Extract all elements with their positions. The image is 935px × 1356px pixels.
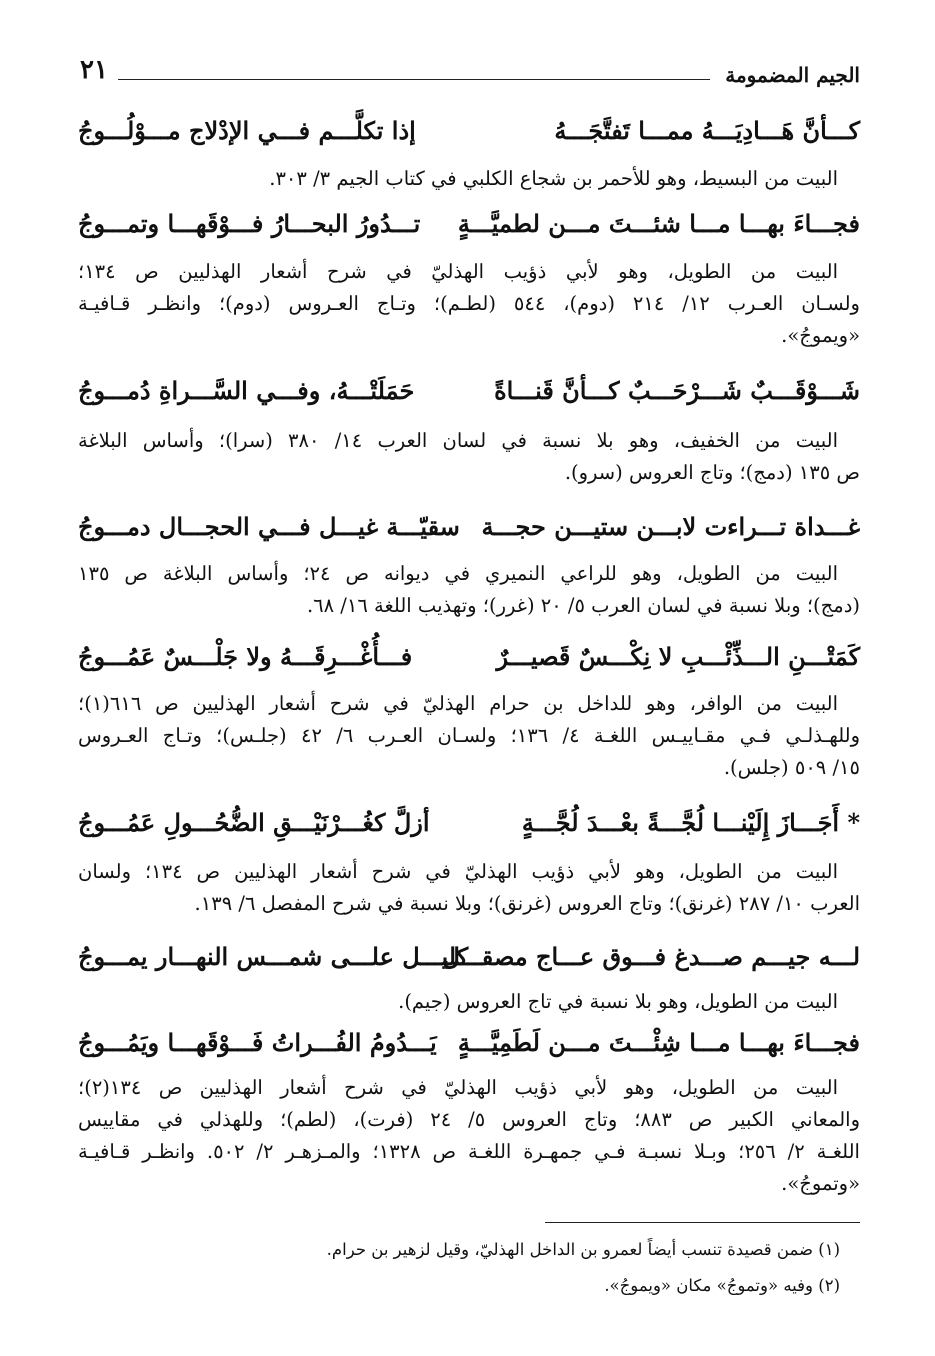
commentary-line: العرب ١٠/ ٢٨٧ (غرنق)؛ وتاج العروس (غرنق)؛ وبلا نسبة في شرح المفصل ٦/ ١٣٩. [194, 892, 860, 915]
first-hemistich: كَمَتْـــنِ الـــذِّئْـــبِ لا نِكْـــسٌ قَصيـــرٌ [496, 642, 860, 671]
first-hemistich: فجـــاءَ بهـــا مـــا شئـــتَ مـــن لطميَّـــةٍ [457, 209, 860, 238]
commentary-line: البيت من البسيط، وهو للأحمر بن شجاع الكلبي في كتاب الجيم ٣/ ٣٠٣. [269, 167, 838, 190]
commentary-line: البيت من الطويل، وهو للراعي النميري في ديوانه ص ٢٤؛ وأساس البلاغة ص ١٣٥ [78, 562, 838, 585]
second-hemistich: إذا تكلَّـــم فـــي الإدْلاج مـــوْلُـــوجُ [78, 116, 416, 145]
commentary-line: اللغـة ٢/ ٢٥٦؛ وبـلا نسبـة فـي جمهـرة اللغـة ص ١٣٢٨؛ والمـزهـر ٢/ ٥٠٢. وانظـر قـافيـة [78, 1140, 860, 1163]
verse-commentary [78, 986, 860, 1018]
first-hemistich: غـــداة تـــراءت لابـــن ستيـــن حجـــة [481, 512, 860, 541]
first-hemistich: لـــه جيـــم صـــدغ فـــوق عـــاج مصقـــل [442, 942, 860, 971]
commentary-line: البيت من الوافر، وهو للداخل بن حرام الهذليّ في شرح أشعار الهذليين ص ٦١٦(١)؛ [78, 692, 838, 715]
first-hemistich: * أَجَـــازَ إِلَيْنـــا لُجَّـــةً بعْـــدَ لُجَّـــةٍ [521, 808, 860, 837]
verse-commentary [78, 425, 860, 489]
second-hemistich: فـــأُغْـــرِقَـــهُ ولا جَلْـــسٌ عَمُـــوجُ [78, 642, 413, 671]
second-hemistich: أزلَّ كغُـــرْنَيْـــقِ الضُّحُـــولِ عَمُـــوجُ [78, 808, 430, 837]
verse-commentary [78, 163, 860, 195]
footnote: (٢) وفيه «وتموجُ» مكان «ويموجُ». [604, 1276, 840, 1295]
commentary-line: البيت من الطويل، وهو بلا نسبة في تاج العروس (جيم). [398, 990, 838, 1013]
commentary-line: ولسـان العـرب ١٢/ ٢١٤ (دوم)، ٥٤٤ (لطـم)؛ وتـاج العـروس (دوم)؛ وانظـر قـافيـة [78, 292, 860, 315]
commentary-line: وللهـذلـي فـي مقـاييـس اللغـة ٤/ ١٣٦؛ ولسـان العـرب ٦/ ٤٢ (جلـس)؛ وتـاج العـروس [78, 724, 860, 747]
verse-line [78, 938, 860, 980]
commentary-line: (دمج)؛ وبلا نسبة في لسان العرب ٥/ ٢٠ (غرر)؛ وتهذيب اللغة ١٦/ ٦٨. [306, 594, 860, 617]
verse-line [78, 508, 860, 550]
commentary-line: ١٥/ ٥٠٩ (جلس). [723, 756, 860, 779]
footnote-separator [545, 1222, 860, 1223]
verse-line [78, 1024, 860, 1066]
header-rule [118, 79, 710, 80]
second-hemistich: سقيّـــة غيـــل فـــي الحجـــال دمـــوجُ [78, 512, 460, 541]
verse-commentary [78, 688, 860, 784]
commentary-line: «ويموجُ». [781, 324, 860, 347]
first-hemistich: كـــأنَّ هَـــادِيَـــهُ ممـــا تَفتَّجَـــهُ [554, 116, 860, 145]
verse-commentary [78, 558, 860, 622]
verse-line [78, 112, 860, 154]
verse-line [78, 804, 860, 846]
first-hemistich: فجـــاءَ بهـــا مـــا شِئْـــتَ مـــن لَطَمِيَّـــةٍ [457, 1028, 860, 1057]
verse-commentary [78, 856, 860, 920]
running-title: الجيم المضمومة [725, 63, 860, 87]
commentary-line: البيت من الطويل، وهو لأبي ذؤيب الهذليّ في شرح أشعار الهذليين ص ١٣٤؛ ولسان [78, 860, 838, 883]
verse-line [78, 638, 860, 680]
commentary-line: «وتموجُ». [781, 1172, 860, 1195]
commentary-line: البيت من الطويل، وهو لأبي ذؤيب الهذليّ في شرح أشعار الهذليين ص ١٣٤(٢)؛ [78, 1076, 838, 1099]
verse-commentary [78, 1072, 860, 1200]
verse-commentary [78, 256, 860, 352]
page-number: ٢١ [80, 55, 108, 85]
verse-line [78, 372, 860, 414]
footnote: (١) ضمن قصيدة تنسب أيضاً لعمرو بن الداخل الهذليّ، وقيل لزهير بن حرام. [326, 1240, 840, 1259]
commentary-line: والمعاني الكبير ص ٨٨٣؛ وتاج العروس ٥/ ٢٤ (فرت)، (لطم)؛ وللهذلي في مقاييس [78, 1108, 860, 1131]
second-hemistich: حَمَلَتْـــهُ، وفـــي السَّـــراةِ دُمـــوجُ [78, 376, 415, 405]
first-hemistich: شَـــوْقَـــبٌ شَـــرْحَـــبٌ كـــأنَّ قَنـــاةً [494, 376, 860, 405]
page-header [80, 55, 860, 89]
commentary-line: البيت من الطويل، وهو لأبي ذؤيب الهذليّ في شرح أشعار الهذليين ص ١٣٤؛ [78, 260, 838, 283]
second-hemistich: تـــدُورُ البحـــارُ فـــوْقَهـــا وتمـــوجُ [78, 209, 421, 238]
second-hemistich: يَـــدُومُ الفُـــراتُ فَـــوْقَهـــا ويَمُـــوجُ [78, 1028, 437, 1057]
second-hemistich: كليـــل علـــى شمـــس النهـــار يمـــوجُ [78, 942, 469, 971]
commentary-line: البيت من الخفيف، وهو بلا نسبة في لسان العرب ١٤/ ٣٨٠ (سرا)؛ وأساس البلاغة [78, 429, 838, 452]
verse-line [78, 205, 860, 247]
commentary-line: ص ١٣٥ (دمج)؛ وتاج العروس (سرو). [564, 461, 860, 484]
